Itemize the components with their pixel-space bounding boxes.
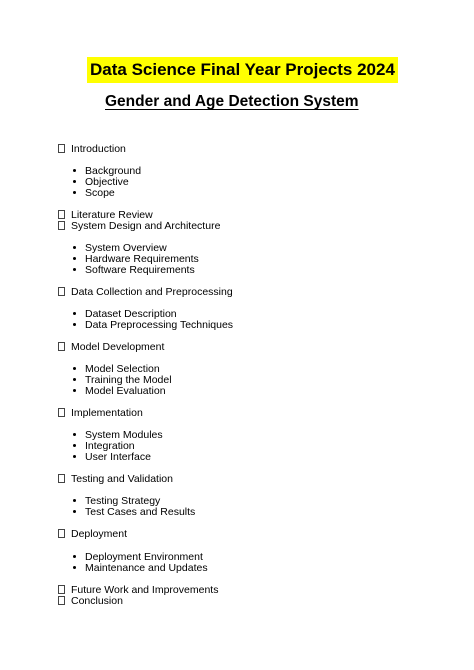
bullet-icon xyxy=(73,566,76,569)
bullet-icon xyxy=(73,444,76,447)
outline-item: System Overview xyxy=(73,242,167,254)
checkbox-glyph-icon xyxy=(58,408,65,417)
outline-section-testing xyxy=(57,473,173,485)
section-label: Model Development xyxy=(71,341,165,353)
section-label: Implementation xyxy=(71,407,143,419)
outline-item: Model Evaluation xyxy=(73,385,166,397)
bullet-icon xyxy=(73,180,76,183)
section-label: Literature Review xyxy=(71,209,153,221)
outline-section-conclusion xyxy=(57,595,123,607)
outline-section-implementation xyxy=(57,407,143,419)
checkbox-glyph-icon xyxy=(58,210,65,219)
outline-item: Scope xyxy=(73,187,115,199)
checkbox-glyph-icon xyxy=(58,585,65,594)
outline-item: Training the Model xyxy=(73,374,172,386)
section-label: Future Work and Improvements xyxy=(71,584,219,596)
bullet-icon xyxy=(73,257,76,260)
checkbox-glyph-icon xyxy=(58,144,65,153)
bullet-icon xyxy=(73,323,76,326)
outline-item: Maintenance and Updates xyxy=(73,562,208,574)
bullet-icon xyxy=(73,312,76,315)
outline-item: System Modules xyxy=(73,429,163,441)
section-label: Introduction xyxy=(71,143,126,155)
checkbox-glyph-icon xyxy=(58,474,65,483)
outline-item: Hardware Requirements xyxy=(73,253,199,265)
outline-item: User Interface xyxy=(73,451,151,463)
section-label: Deployment xyxy=(71,528,128,540)
outline-item: Deployment Environment xyxy=(73,551,203,563)
bullet-icon xyxy=(73,510,76,513)
outline-section-introduction xyxy=(57,143,126,155)
bullet-icon xyxy=(73,455,76,458)
outline-item: Background xyxy=(73,165,141,177)
outline-section-model-development xyxy=(57,341,164,353)
outline-item: Model Selection xyxy=(73,363,160,375)
bullet-icon xyxy=(73,169,76,172)
outline-section-deployment xyxy=(57,528,127,540)
checkbox-glyph-icon xyxy=(58,221,65,230)
outline-item: Testing Strategy xyxy=(73,495,160,507)
checkbox-glyph-icon xyxy=(58,529,65,538)
section-label: System Design and Architecture xyxy=(71,220,221,232)
section-label: Data Collection and Preprocessing xyxy=(71,286,233,298)
outline-section-data-collection xyxy=(57,286,233,298)
checkbox-glyph-icon xyxy=(58,287,65,296)
checkbox-glyph-icon xyxy=(58,342,65,351)
bullet-icon xyxy=(73,378,76,381)
section-label: Conclusion xyxy=(71,595,123,607)
outline-item: Data Preprocessing Techniques xyxy=(73,319,233,331)
outline-section-system-design xyxy=(57,220,220,232)
section-label: Testing and Validation xyxy=(71,473,173,485)
outline-item: Test Cases and Results xyxy=(73,506,195,518)
outline-item: Software Requirements xyxy=(73,264,195,276)
bullet-icon xyxy=(73,268,76,271)
bullet-icon xyxy=(73,433,76,436)
outline-item: Integration xyxy=(73,440,135,452)
outline-item: Objective xyxy=(73,176,129,188)
outline-item: Dataset Description xyxy=(73,308,177,320)
bullet-icon xyxy=(73,246,76,249)
bullet-icon xyxy=(73,555,76,558)
checkbox-glyph-icon xyxy=(58,596,65,605)
bullet-icon xyxy=(73,389,76,392)
document-subtitle: Gender and Age Detection System xyxy=(105,93,359,110)
bullet-icon xyxy=(73,191,76,194)
bullet-icon xyxy=(73,367,76,370)
document-title: Data Science Final Year Projects 2024 xyxy=(87,57,398,83)
bullet-icon xyxy=(73,499,76,502)
